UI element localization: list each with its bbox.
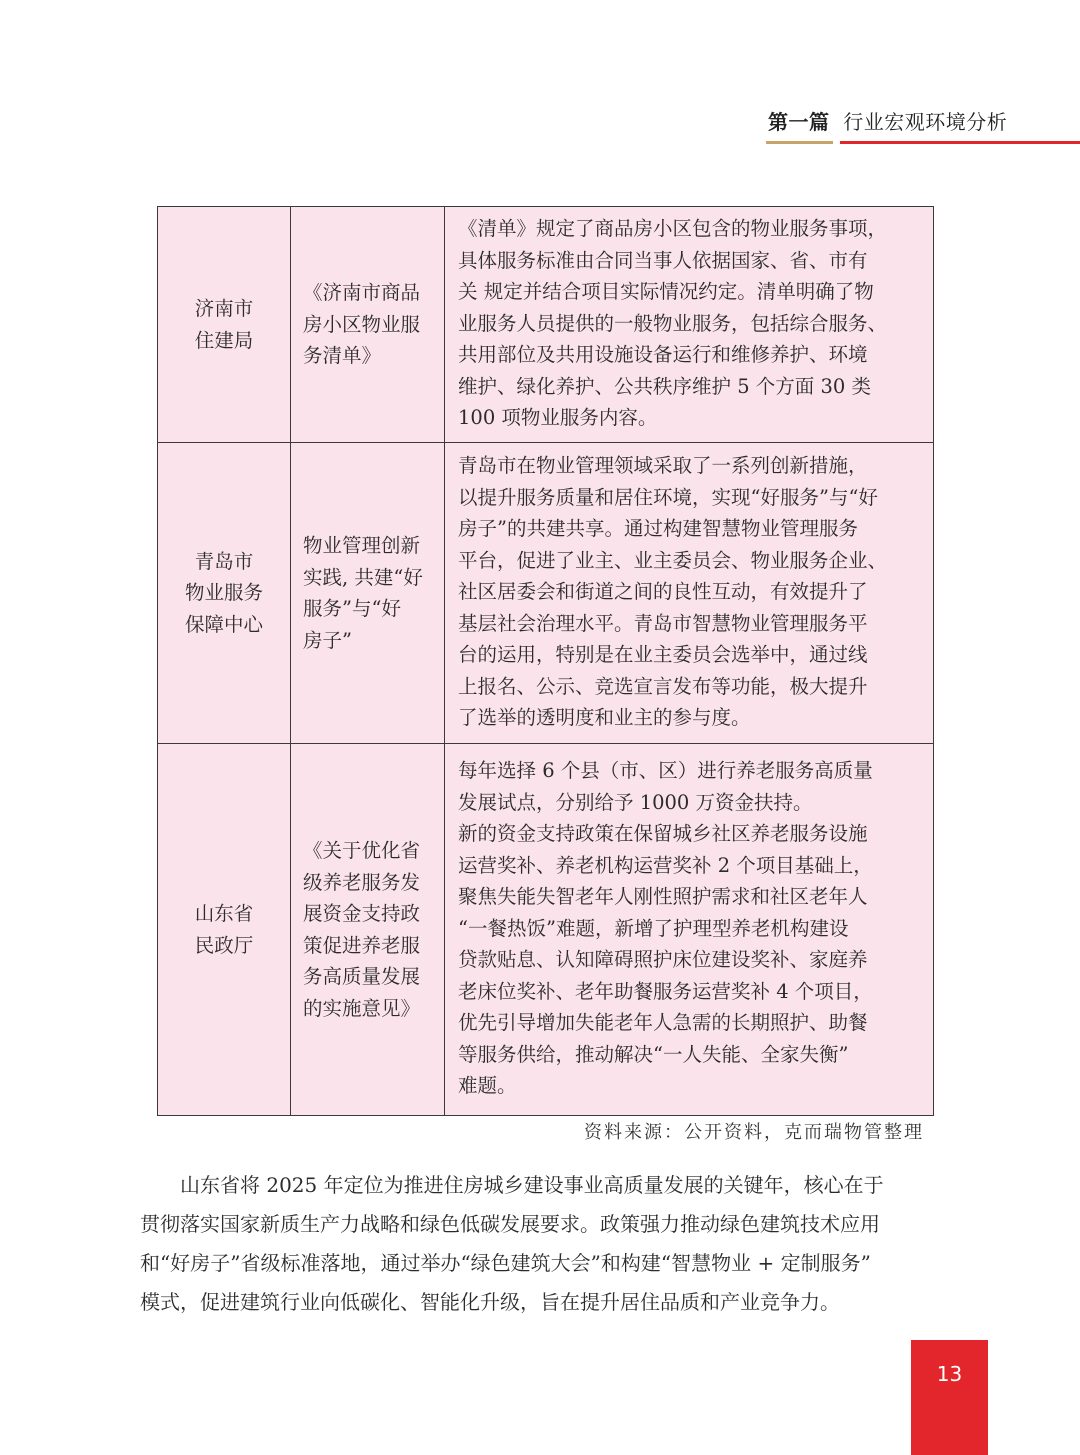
department-line: 物业服务 — [184, 581, 263, 605]
department-cell — [158, 443, 291, 744]
content-cell — [445, 443, 934, 744]
content-line: 了选举的透明度和业主的参与度。 — [458, 706, 751, 730]
department-line: 住建局 — [194, 328, 254, 352]
content-cell — [445, 207, 934, 443]
content-line: 聚焦失能失智老年人刚性照护需求和社区老年人 — [458, 885, 868, 909]
content-line: 关 规定并结合项目实际情况约定。清单明确了物 — [458, 280, 874, 304]
content-line: 贷款贴息、认知障碍照护床位建设奖补、家庭养 — [458, 948, 868, 972]
paragraph-line: 和“好房子”省级标准落地，通过举办“绿色建筑大会”和构建“智慧物业 + 定制服务” — [140, 1251, 871, 1275]
content-line: “一餐热饭”难题，新增了护理型养老机构建设 — [458, 916, 849, 940]
policy-line: 的实施意见》 — [303, 996, 421, 1020]
department-cell — [158, 744, 291, 1116]
department-line: 青岛市 — [194, 549, 254, 573]
header-rule-gold — [766, 141, 833, 144]
page-number: 13 — [936, 1362, 963, 1386]
content-line: 100 项物业服务内容。 — [458, 406, 658, 430]
policy-line: 展资金支持政 — [303, 902, 421, 925]
policy-table — [157, 206, 934, 1116]
table-row — [158, 744, 934, 1116]
department-line: 民政厅 — [194, 933, 254, 957]
content-line: 发展试点，分别给予 1000 万资金扶持。 — [458, 790, 813, 814]
content-line: 难题。 — [458, 1074, 517, 1098]
policy-cell — [291, 744, 445, 1116]
chapter-title — [768, 106, 1068, 135]
department-line: 济南市 — [194, 297, 254, 320]
content-line: 每年选择 6 个县（市、区）进行养老服务高质量 — [458, 759, 873, 783]
policy-line: 物业管理创新 — [303, 534, 421, 557]
content-line: 优先引导增加失能老年人急需的长期照护、助餐 — [458, 1011, 868, 1035]
content-line: 老床位奖补、老年助餐服务运营奖补 4 个项目， — [458, 979, 873, 1003]
department-line: 保障中心 — [184, 612, 263, 636]
department-line: 山东省 — [194, 902, 254, 925]
chapter-part: 第一篇 — [768, 110, 830, 134]
policy-line: 《济南市商品 — [303, 281, 421, 305]
department-cell — [158, 207, 291, 443]
header-rule-red — [840, 141, 1080, 144]
policy-line: 实践, 共建“好 — [303, 565, 423, 589]
policy-line: 务高质量发展 — [303, 965, 421, 988]
paragraph-line: 山东省将 2025 年定位为推进住房城乡建设事业高质量发展的关键年，核心在于 — [140, 1173, 884, 1197]
table-row — [158, 207, 934, 443]
content-line: 新的资金支持政策在保留城乡社区养老服务设施 — [458, 822, 868, 846]
policy-cell — [291, 207, 445, 443]
content-line: 上报名、公示、竞选宣言发布等功能，极大提升 — [458, 674, 868, 698]
paragraph-line: 贯彻落实国家新质生产力战略和绿色低碳发展要求。政策强力推动绿色建筑技术应用 — [140, 1212, 880, 1236]
content-line: 《清单》规定了商品房小区包含的物业服务事项， — [458, 217, 888, 241]
content-line: 业服务人员提供的一般物业服务，包括综合服务、 — [458, 311, 888, 335]
policy-line: 服务”与“好 — [303, 597, 401, 620]
content-line: 平台，促进了业主、业主委员会、物业服务企业、 — [458, 548, 888, 572]
policy-line: 级养老服务发 — [303, 870, 421, 894]
content-line: 房子”的共建共享。通过构建智慧物业管理服务 — [458, 517, 858, 541]
content-line: 运营奖补、养老机构运营奖补 2 个项目基础上， — [458, 853, 873, 877]
content-line: 基层社会治理水平。青岛市智慧物业管理服务平 — [458, 611, 868, 635]
source-note: 资料来源：公开资料，克而瑞物管整理 — [584, 1122, 924, 1143]
content-line: 共用部位及共用设施设备运行和维修养护、环境 — [458, 343, 868, 367]
content-line: 以提升服务质量和居住环境，实现“好服务”与“好 — [458, 485, 878, 509]
body-paragraph — [140, 1166, 952, 1322]
policy-line: 策促进养老服 — [303, 933, 421, 957]
page-number-badge — [911, 1340, 988, 1455]
policy-cell — [291, 443, 445, 744]
policy-line: 《关于优化省 — [303, 839, 421, 862]
policy-line: 房小区物业服 — [303, 312, 421, 336]
content-line: 青岛市在物业管理领域采取了一系列创新措施， — [458, 454, 868, 478]
content-line: 社区居委会和街道之间的良性互动，有效提升了 — [458, 580, 868, 604]
table-row — [158, 443, 934, 744]
content-line: 台的运用，特别是在业主委员会选举中，通过线 — [458, 643, 868, 667]
content-line: 等服务供给，推动解决“一人失能、全家失衡” — [458, 1042, 849, 1066]
content-line: 维护、绿化养护、公共秩序维护 5 个方面 30 类 — [458, 374, 872, 398]
policy-line: 房子” — [303, 628, 352, 652]
content-cell — [445, 744, 934, 1116]
paragraph-line: 模式，促进建筑行业向低碳化、智能化升级，旨在提升居住品质和产业竞争力。 — [140, 1290, 840, 1314]
chapter-name: 行业宏观环境分析 — [843, 110, 1008, 134]
content-line: 具体服务标准由合同当事人依据国家、省、市有 — [458, 248, 868, 272]
policy-line: 务清单》 — [303, 344, 382, 368]
